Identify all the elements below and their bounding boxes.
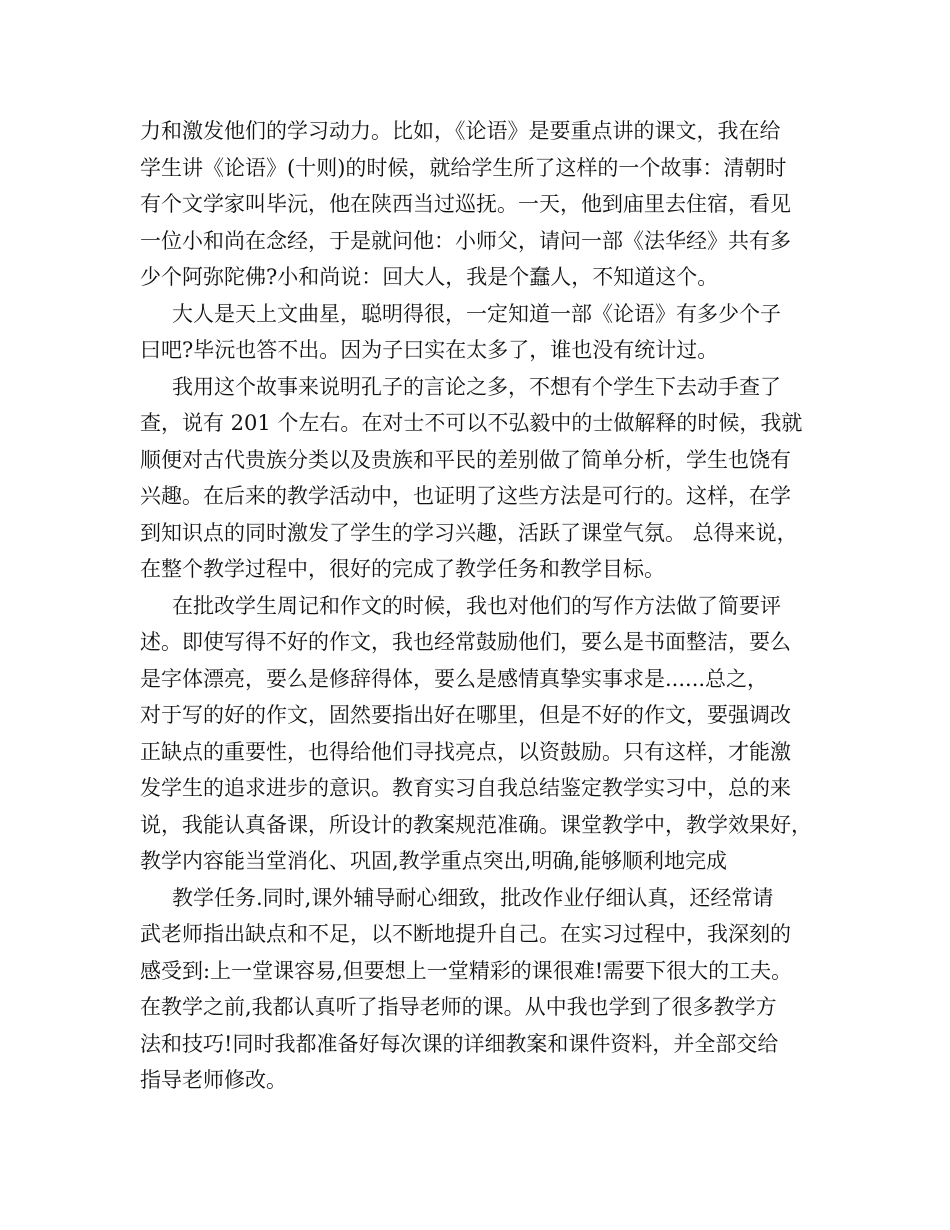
text-line: 力和激发他们的学习动力。比如，《论语》是要重点讲的课文，我在给 (140, 119, 781, 143)
text-line: 武老师指出缺点和不足，以不断地提升自己。在实习过程中，我深刻的 (140, 922, 791, 946)
text-line: 到知识点的同时激发了学生的学习兴趣，活跃了课堂气氛。 总得来说， (140, 520, 798, 545)
text-line: 大人是天上文曲星，聪明得很，一定知道一部《论语》有多少个子 (172, 301, 781, 326)
text-line: 在整个教学过程中，很好的完成了教学任务和教学目标。 (140, 557, 665, 581)
text-line: 正缺点的重要性，也得给他们寻找亮点，以资鼓励。只有这样，才能激 (140, 739, 791, 764)
text-line: 学生讲《论语》(十则)的时候，就给学生所了这样的一个故事：清朝时 (140, 155, 787, 180)
text-line: 有个文学家叫毕沅，他在陕西当过巡抚。一天，他到庙里去住宿，看见 (140, 192, 791, 216)
text-line: 在教学之前,我都认真听了指导老师的课。从中我也学到了很多教学方 (140, 995, 777, 1019)
text-line: 法和技巧!同时我都准备好每次课的详细教案和课件资料，并全部交给 (140, 1031, 779, 1056)
text-line: 对于写的好的作文，固然要指出好在哪里，但是不好的作文，要强调改 (140, 703, 791, 727)
text-line: 教学内容能当堂消化、巩固,教学重点突出,明确,能够顺利地完成 (140, 849, 728, 873)
text-line: 是字体漂亮，要么是修辞得体，要么是感情真挚实事求是......总之， (140, 666, 769, 691)
text-line: 说，我能认真备课，所设计的教案规范准确。课堂教学中，教学效果好， (140, 812, 812, 837)
text-line: 查，说有 201 个左右。在对士不可以不弘毅中的士做解释的时候，我就 (140, 411, 803, 435)
document-body (140, 113, 830, 1099)
text-line: 述。即使写得不好的作文，我也经常鼓励他们，要么是书面整洁，要么 (140, 630, 791, 654)
text-line: 兴趣。在后来的教学活动中，也证明了这些方法是可行的。这样，在学 (140, 484, 791, 508)
text-line: 我用这个故事来说明孔子的言论之多，不想有个学生下去动手查了 (172, 374, 781, 399)
text-line: 教学任务.同时,课外辅导耐心细致，批改作业仔细认真，还经常请 (172, 885, 774, 910)
text-line: 在批改学生周记和作文的时候，我也对他们的写作方法做了简要评 (172, 593, 781, 618)
text-line: 指导老师修改。 (140, 1068, 287, 1092)
text-line: 少个阿弥陀佛?小和尚说：回大人，我是个蠢人，不知道这个。 (140, 265, 719, 289)
text-line: 顺便对古代贵族分类以及贵族和平民的差别做了简单分析，学生也饶有 (140, 447, 791, 472)
text-line: 曰吧?毕沅也答不出。因为子曰实在太多了，谁也没有统计过。 (140, 338, 719, 362)
text-line: 感受到:上一堂课容易,但要想上一堂精彩的课很难!需要下很大的工夫。 (140, 958, 793, 983)
text-line: 一位小和尚在念经，于是就问他：小师父，请问一部《法华经》共有多 (140, 228, 791, 253)
text-line: 发学生的追求进步的意识。教育实习自我总结鉴定教学实习中，总的来 (140, 776, 791, 800)
